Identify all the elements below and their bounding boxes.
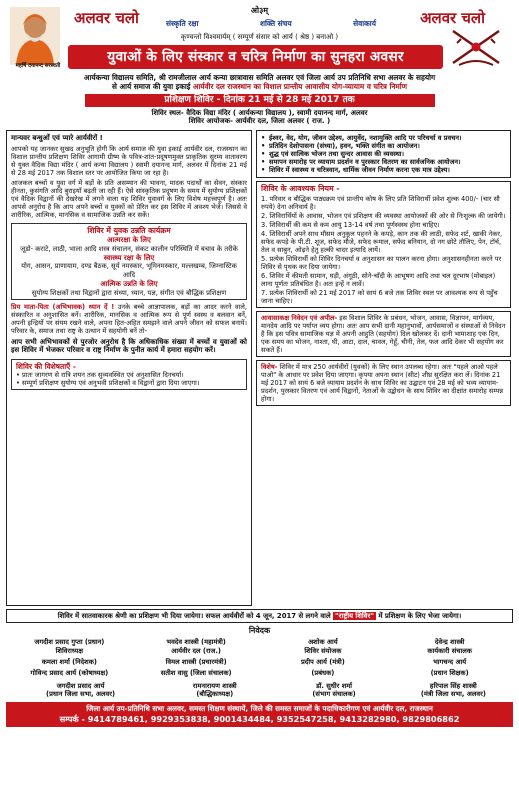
rule-item: 5. प्रत्येक शिविरार्थी को शिविर दिनचर्या व अनुशासन का पालन करना होगा। अनुशासनहीनता करने पर शिविर से पृथक कर दिया जायेगा। bbox=[261, 254, 502, 271]
member-name: (प्रबंधक) bbox=[311, 669, 335, 678]
venue-line: शिविर स्थल- वैदिक विद्या मंदिर ( आर्यकन्या विद्यालय ), स्वामी दयानन्द मार्ग, अलवर bbox=[151, 108, 368, 117]
program-sub-3: आत्मिक उन्नति के लिए bbox=[100, 279, 158, 288]
footer-line-1: जिला आर्य उप-प्रतिनिधि सभा अलवर, समस्त शिक्षण संस्थायें, जिले की समस्त समाजों के पदाधिकारीगण एवं आर्यवीर दल, राजस्थान bbox=[86, 704, 433, 714]
member bbox=[6, 682, 155, 699]
greeting: मान्यवर बन्धुओं एवं प्यारे आर्यवीरों ! bbox=[11, 134, 103, 142]
camp-dates-bar: प्रशिक्षण शिविर - दिनांक 21 मई से 28 मई 2017 तक bbox=[85, 94, 435, 107]
mottos bbox=[166, 19, 376, 28]
program-title: शिविर में युवक उन्नति कार्यक्रम bbox=[87, 225, 171, 235]
special-box bbox=[11, 359, 247, 390]
contact-label: सम्पर्क - bbox=[59, 714, 85, 725]
contact-line bbox=[9, 714, 510, 725]
paragraph-2: आजकल बच्चों व युवा वर्ग में बड़ों के प्रति असम्मान की भावना, मादक पदार्थों का सेवन, संस्कार हीनता, कुसंगति आदि बुराइयाँ बढ़ती जा रही हैं। ऐसे सांस्कृतिक प्रदूषण के समय में सुयोग्य प्रशिक्षकों एवं वैदिक विद्वानों की देखरेख में लगने वाला यह शिविर युवावर्ग के लिए विशेष महत्त्वपूर्ण है। अतः आपसे अनुरोध है कि आप अपने बच्चों व युवकों को प्रेरित कर इस शिविर में अवश्य भेजें। जिससे वे शारीरिक, आत्मिक, मानसिक व सामाजिक उन्नति कर सकें। bbox=[11, 178, 247, 219]
member-name: गोविन्द प्रसाद आर्य (कोषाध्यक्ष) bbox=[30, 669, 109, 678]
intro-line-1: आर्यकन्या विद्यालय समिति, श्री रामजीलाल आर्य कन्या छात्रावास समिति अलवर एवं जिला आर्य उप प्रतिनिधि सभा अलवर के सहयोग bbox=[83, 73, 436, 82]
om-text: ओ३म् bbox=[250, 6, 269, 15]
rules-title: शिविर के आवश्यक नियम - bbox=[261, 184, 340, 194]
donation-text: इस विशाल शिविर के प्रबंधन, भोजन, आवास, विज्ञापन, मार्गव्यय, मानदेय आदि पर पर्याप्त व्यय होगा। अतः आप सभी दानी महानुभावों, आर्यसमाजों व संस्थाओं से निवेदन है कि इस पवित्र सामाजिक यज्ञ में अपनी आहुति (सहयोग) दिल खोलकर दें। दानी भामाशाह एक दिन, एक समय का भोजन, नाश्ता, घी, आटा, दाल, चावल, गेहूँ, चीनी, तेल, फल आदि देकर भी सहयोग कर सकते हैं। bbox=[261, 314, 506, 355]
rule-item: 7. प्रत्येक शिविरार्थी को 21 मई 2017 को सायं 6 बजे तक शिविर स्थल पर आवश्यक रूप से पहुँच जाना चाहिए। bbox=[261, 289, 498, 306]
notice-part-2: में प्रशिक्षण के लिए भेजा जायेगा। bbox=[378, 612, 462, 620]
member-name: हरिपाल सिंह शास्त्री bbox=[429, 681, 477, 690]
motto-3: सेवाकार्य bbox=[353, 19, 376, 28]
parents-appeal: आप सभी अभिभावकों से पुरजोर अनुरोध है कि अधिकाधिक संख्या में बच्चों व युवाओं को इस शिविर में भेजकर परिवार व राष्ट्र निर्माण के पुनीत कार्य में हमारा सहयोग करें। bbox=[11, 337, 247, 355]
organizer-line: शिविर आयोजक- आर्यवीर दल, जिला अलवर ( राज. ) bbox=[188, 117, 331, 126]
member-role: (प्रधान जिला सभा, अलवर) bbox=[46, 690, 116, 699]
footer-bar bbox=[6, 702, 513, 727]
member-role: (संभाग संचालक) bbox=[312, 690, 356, 699]
program-text-3: सुयोग्य शिक्षकों तथा विद्वानों द्वारा संध्या, ध्यान, यज्ञ, संगीत एवं बौद्धिक प्रशिक्षण bbox=[31, 288, 227, 297]
member-name: प्रदीप आर्य (मंत्री) bbox=[300, 657, 345, 666]
donation-title: आवासाकक्ष निवेदन एवं अपील- bbox=[261, 314, 338, 323]
paragraph-1: आपको यह जानकर सुखद अनुभूति होगी कि आर्य समाज की युवा इकाई आर्यवीर दल, राजस्थान का विशाल प्रान्तीय प्रशिक्षण शिविर आगामी ग्रीष्म के पवित्र-शांत-प्रदूषणमुक्त प्राकृतिक सुरम्य वातावरण से युक्त वैदिक विद्या मंदिर ( आर्य कन्या विद्यालय ) स्वामी दयानन्द मार्ग, अलवर में दिनांक 21 मई से 28 मई 2017 तक विशाल स्तर पर आयोजित किया जा रहा है। bbox=[11, 144, 247, 177]
notice-part-1: शिविर में सातवाकारक श्रेणी का प्रशिक्षण भी दिया जायेगा। सफल आर्यवीरों को 4 जून, 2017 से लगने वाले bbox=[57, 612, 331, 620]
motto-2: शक्ति संचय bbox=[259, 19, 292, 28]
rule-item: 6. शिविर में कीमती सामान, घड़ी, अंगूठी, सोने-चाँदी के आभूषण आदि तथा चल दूरभाष (मोबाइल) लाना पूर्णतः प्रतिबंधित है। अतः इन्हें न लावें। bbox=[261, 271, 496, 288]
member bbox=[260, 669, 387, 677]
rule-item: 3. शिविरार्थी की कम से कम आयु 13-14 वर्ष तथा पूर्णस्वस्थ होना चाहिए। bbox=[261, 220, 440, 229]
member bbox=[155, 682, 274, 699]
member-name: अशोक आर्य bbox=[308, 638, 338, 647]
rule-item: 1. परिवार व बौद्धिक पाठ्यक्रम एवं प्रान्तीय कोष के लिए प्रति शिविरार्थी प्रवेश शुल्क 400/- (चार सौ रुपये) देना अनिवार्य है। bbox=[261, 194, 500, 211]
feature-item: • शिविर में स्वास्थ्य व चरित्रवान, धार्मिक जीवन निर्माण करना एक मात्र उद्देश्य। bbox=[261, 166, 506, 174]
member-name: भवदेव शास्त्री (महामंत्री) bbox=[166, 638, 226, 647]
members-grid bbox=[6, 638, 513, 678]
special-item-2: • सम्पूर्ण प्रशिक्षण सुयोग्य एवं अनुभवी प्रशिक्षकों व विद्वानों द्वारा दिया जाएगा। bbox=[16, 379, 200, 388]
member-role: (बौद्धिकाध्यक्ष) bbox=[196, 690, 234, 699]
member bbox=[386, 638, 513, 655]
program-text-1: जूडो- कराटे, लाठी, भाला आदि शस्त्र संचालन, संकट कालीन परिस्थिति में बचाव के तरीके bbox=[20, 244, 238, 253]
feature-item: • शुद्ध एवं सात्विक भोजन तथा सुन्दर आवास की व्यवस्था। bbox=[261, 150, 506, 158]
program-sub-2: स्वास्थ्य रक्षा के लिए bbox=[103, 253, 155, 262]
special-item-1: • प्रातः जागरण से रात्रि शयन तक सुव्यवस्थित एवं अनुशासित दिनचर्या। bbox=[16, 371, 184, 379]
intro-block bbox=[6, 73, 513, 92]
crossed-swords-emblem-icon bbox=[445, 27, 507, 69]
feature-item: • ईश्वर, वेद, योग, जीवन उद्देश्य, आयुर्वेद, नशामुक्ति आदि पर परिचर्चा व प्रवचन। bbox=[261, 134, 506, 142]
features-list bbox=[256, 130, 511, 178]
rule-item: 4. शिविरार्थी अपने साथ मौसम अनुकूल पहनने के कपड़े, कान तक की लाठी, सफेद शर्ट, खाकी नेकर, सफेद कपड़े के पी.टी. शूज, सफेद मौजे, सफेद रूमाल, सफेद बनियान, दो नग छोटे तौलिए, पेन, टॉर्च, तेल व साबुन, ओढ़ने हेतु हल्की चादर इत्यादि लायें। bbox=[261, 229, 503, 254]
alwar-chalo-left: अलवर चलो bbox=[74, 9, 139, 27]
parents-text: उनके बच्चे आज्ञापालक, बड़ों का आदर करने वाले, संस्कारित व अनुशासित बनें। शारीरिक, मानसिक व आत्मिक रूप से पूर्ण स्वस्थ व बलवान बनें, अपनी इन्द्रियों पर संयम रखने वाले, अपना हित-अहित समझने वाले अपने जीवन को सफल बनायें। परिवार के, समाज तथा राष्ट्र के उत्थान में सहयोगी बनें तो- bbox=[11, 302, 247, 335]
parents-title: प्रिय माता-पिता (अभिभावक) ध्यान दें ! bbox=[11, 302, 115, 311]
member-role: शिविर संयोजक bbox=[304, 646, 342, 655]
content-columns bbox=[6, 130, 513, 606]
donation-appeal bbox=[256, 311, 511, 357]
member-name: (प्रधान शिक्षक) bbox=[430, 669, 469, 678]
feature-item: • समापन समारोह पर व्यायाम प्रदर्शन व पुरस्कार वितरण का सार्वजनिक आयोजन। bbox=[261, 158, 506, 166]
member bbox=[260, 638, 387, 655]
contact-phones: 9414789461, 9929353838, 9001434484, 9352547258, 9413282980, 9829806862 bbox=[87, 714, 460, 725]
parents-note bbox=[11, 303, 247, 335]
member-role: कार्यकारी संचालक bbox=[427, 646, 472, 655]
special-note bbox=[256, 360, 511, 406]
member-name: देवेन्द्र शास्त्री bbox=[434, 638, 465, 647]
notice-highlight: "राष्ट्रीय शिविर" bbox=[335, 612, 374, 620]
member bbox=[6, 669, 133, 677]
rule-item: 2. शिविरार्थियों के आवास, भोजन एवं प्रशिक्षण की व्यवस्था आयोजकों की ओर से निःशुल्क की जायेगी। bbox=[261, 211, 506, 220]
special-title: शिविर की विशेषताएँ - bbox=[16, 361, 76, 371]
main-title-banner: युवाओं के लिए संस्कार व चरित्र निर्माण का सुनहरा अवसर bbox=[68, 45, 443, 69]
special-note-title: विशेष- bbox=[261, 363, 278, 372]
member bbox=[6, 658, 133, 666]
member-name: कमला शर्मा (निदेशक) bbox=[41, 657, 97, 666]
member-name: डॉ. सुधीर शर्मा bbox=[316, 681, 352, 690]
intro-line-2 bbox=[6, 82, 513, 91]
krinvanto-line: कृण्वन्तो विश्वमार्यम् ( सम्पूर्ण संसार को आर्य ( श्रेष्ठ ) बनाओ ) bbox=[180, 33, 339, 41]
special-item-2-text: सम्पूर्ण प्रशिक्षण सुयोग्य एवं अनुभवी प्रशिक्षकों व विद्वानों द्वारा दिया जाएगा। bbox=[22, 379, 200, 388]
member bbox=[133, 658, 260, 666]
member bbox=[260, 658, 387, 666]
member bbox=[133, 669, 260, 677]
header bbox=[6, 3, 513, 69]
member-name: विमल शास्त्री (प्रचारमंत्री) bbox=[165, 657, 227, 666]
rules-list bbox=[261, 195, 506, 305]
member bbox=[394, 682, 513, 699]
left-column bbox=[6, 130, 252, 606]
rules-box bbox=[256, 181, 511, 308]
portrait-caption: महर्षि दयानन्द सरस्वती bbox=[15, 63, 61, 69]
member-name: सतीश वासु (जिला संचालक) bbox=[160, 669, 232, 678]
alwar-chalo-right: अलवर चलो bbox=[420, 9, 485, 27]
member-role: आर्यवीर दल (राज.) bbox=[171, 646, 221, 655]
program-sub-1: आत्मरक्षा के लिए bbox=[107, 236, 151, 245]
member bbox=[274, 682, 393, 699]
program-box bbox=[11, 223, 247, 300]
member-name: भागचन्द आर्य bbox=[433, 657, 467, 666]
right-column bbox=[256, 130, 511, 606]
member-name: रामनारायण शास्त्री bbox=[192, 681, 237, 690]
special-item-1-text: प्रातः जागरण से रात्रि शयन तक सुव्यवस्थित एवं अनुशासित दिनचर्या। bbox=[22, 371, 184, 379]
member-name: जगदीश प्रसाद गुप्ता (प्रधान) bbox=[34, 638, 105, 647]
intro-line-2a: से आर्य समाज की युवा इकाई bbox=[112, 82, 191, 92]
member-role: शिविराध्यक्ष bbox=[55, 646, 84, 655]
motto-1: संस्कृति रक्षा bbox=[166, 19, 199, 28]
program-text-2: योग, आसन, प्राणायाम, दण्ड बैठक, सूर्य नमस्कार, भूमिनमस्कार, मल्लखम्ब, जिम्नास्टिक आदि bbox=[21, 262, 237, 279]
member-name: जगदीश प्रसाद आर्य bbox=[56, 681, 105, 690]
special-note-text: शिविर में मात्र 250 आर्यवीरों (युवकों) के लिए स्थान उपलब्ध रहेगा। अतः "पहले आओ पहले पाओ" के आधार पर प्रवेश दिया जाएगा। कृपया अपना स्थान (सीट) शीघ्र सुरक्षित करा लें। दिनांक 21 मई 2017 को सायं 6 बजे व्यायाम प्रदर्शन के साथ शिविर का उद्घाटन एवं 28 मई को भव्य व्यायाम-प्रदर्शन, पुरस्कार वितरण एवं आर्य विद्वानों, नेताओं के उद्बोधन के साथ शिविर का दीक्षांत समारोह सम्पन्न होगा। bbox=[261, 363, 503, 404]
member bbox=[386, 658, 513, 666]
intro-line-2b: आर्यवीर दल राजस्थान का विशाल प्रान्तीय आवासीय योग-व्यायाम व चरित्र निर्माण bbox=[192, 82, 407, 92]
member-role: (मंत्री जिला सभा, अलवर) bbox=[420, 690, 486, 699]
feature-item: • प्रतिदिन देशोपासना (संध्या), हवन, भक्ति संगीत का आयोजन। bbox=[261, 142, 506, 150]
member bbox=[6, 638, 133, 655]
member bbox=[386, 669, 513, 677]
members-grid-2 bbox=[6, 682, 513, 699]
member bbox=[133, 638, 260, 655]
national-camp-notice bbox=[6, 609, 513, 623]
nivedak-title: निवेदक bbox=[248, 626, 271, 636]
